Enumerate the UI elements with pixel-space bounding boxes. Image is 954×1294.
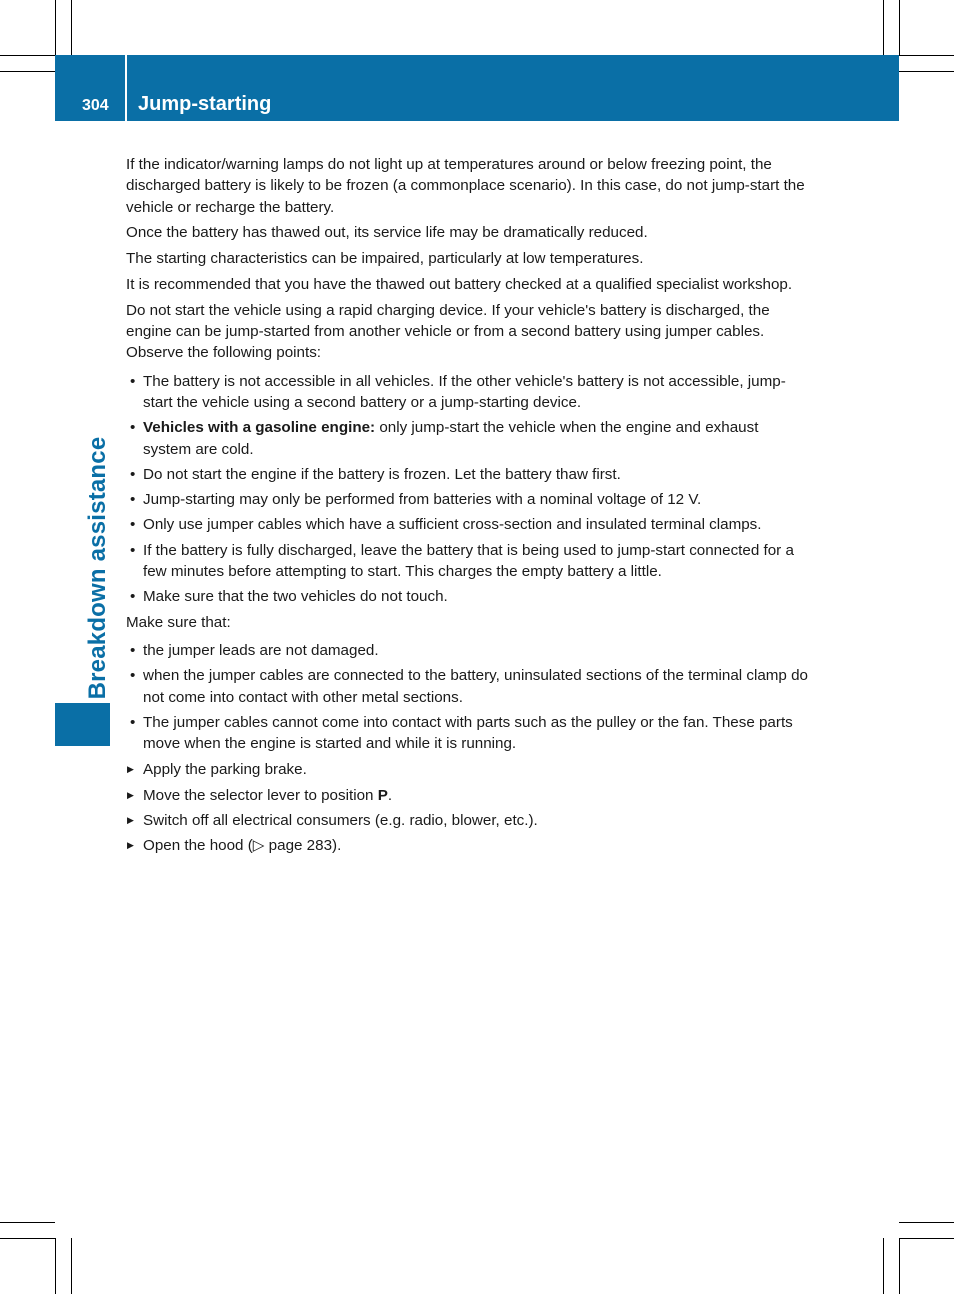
points-list: [126, 371, 810, 608]
step-item: ▶ Switch off all electrical consumers (e.g. radio, blower, etc.).: [126, 810, 810, 831]
gear-position: P: [377, 786, 388, 804]
list-item: • Make sure that the two vehicles do not touch.: [126, 586, 810, 607]
step-item: ▶ Apply the parking brake.: [126, 759, 810, 780]
list-item: • when the jumper cables are connected to the battery, uninsulated sections of the terminal clamp do not come into contact with other metal sections.: [126, 665, 810, 708]
list-item: • the jumper leads are not damaged.: [126, 640, 810, 661]
step-item: [126, 835, 810, 856]
header-divider: [125, 55, 127, 121]
list-item: • The battery is not accessible in all vehicles. If the other vehicle's battery is not accessible, jump-start the vehicle using a second battery or a jump-starting device.: [126, 371, 810, 414]
list-item: • If the battery is fully discharged, leave the battery that is being used to jump-start connected for a few minutes before attempting to start. This charges the empty battery a little.: [126, 540, 810, 583]
crop-mark: [899, 1238, 954, 1239]
paragraph: Once the battery has thawed out, its service life may be dramatically reduced.: [126, 224, 648, 242]
list-item: • The jumper cables cannot come into contact with parts such as the pulley or the fan. These parts move when the engine is started and while it is running.: [126, 712, 810, 755]
paragraph: It is recommended that you have the thawed out battery checked at a qualified specialist workshop.: [126, 275, 793, 293]
chapter-tab-marker: [55, 703, 110, 746]
list-item: • Do not start the engine if the battery is frozen. Let the battery thaw first.: [126, 464, 810, 485]
step-text: Move the selector lever to position: [143, 786, 378, 804]
step-text: Open the hood (: [143, 837, 253, 855]
crop-mark: [55, 0, 56, 55]
crop-mark: [0, 1238, 55, 1239]
crop-mark: [71, 1238, 72, 1294]
chapter-side-label: Breakdown assistance: [84, 436, 111, 700]
crop-mark: [899, 55, 954, 56]
crop-mark: [0, 1222, 55, 1223]
crop-mark: [55, 1238, 56, 1294]
crop-mark: [883, 1238, 884, 1294]
crop-mark: [0, 71, 55, 72]
section-title: Jump-starting: [138, 93, 272, 115]
crop-mark: [0, 55, 55, 56]
step-item: [126, 785, 810, 806]
page-content: [126, 154, 810, 861]
crop-mark: [899, 0, 900, 55]
steps-list: [126, 759, 810, 856]
crop-mark: [71, 0, 72, 55]
page-reference-link[interactable]: ▷ page 283: [252, 837, 333, 855]
list-item: • Jump-starting may only be performed from batteries with a nominal voltage of 12 V.: [126, 489, 810, 510]
step-text: .: [387, 786, 393, 804]
paragraph: Do not start the vehicle using a rapid charging device. If your vehicle's battery is discharged, the engine can be jump-started from another vehicle or from a second battery using jumper cables. Observe the following points:: [126, 301, 770, 362]
crop-mark: [883, 0, 884, 55]
crop-mark: [899, 71, 954, 72]
list-item: • Only use jumper cables which have a sufficient cross-section and insulated terminal clamps.: [126, 514, 810, 535]
list-item: [126, 417, 810, 460]
make-sure-list: [126, 640, 810, 754]
paragraph: If the indicator/warning lamps do not light up at temperatures around or below freezing point, the discharged battery is likely to be frozen (a commonplace scenario). In this case, do not jump-start the vehicle or recharge the battery.: [126, 156, 805, 216]
paragraph: The starting characteristics can be impaired, particularly at low temperatures.: [126, 250, 644, 268]
crop-mark: [899, 1238, 900, 1294]
bold-label: Vehicles with a gasoline engine:: [143, 419, 376, 437]
crop-mark: [899, 1222, 954, 1223]
step-text: ).: [332, 837, 342, 855]
list-item-text: only jump-start the vehicle when the engine and exhaust system are cold.: [143, 419, 759, 458]
page-number: 304: [82, 97, 109, 114]
paragraph: Make sure that:: [126, 613, 231, 631]
